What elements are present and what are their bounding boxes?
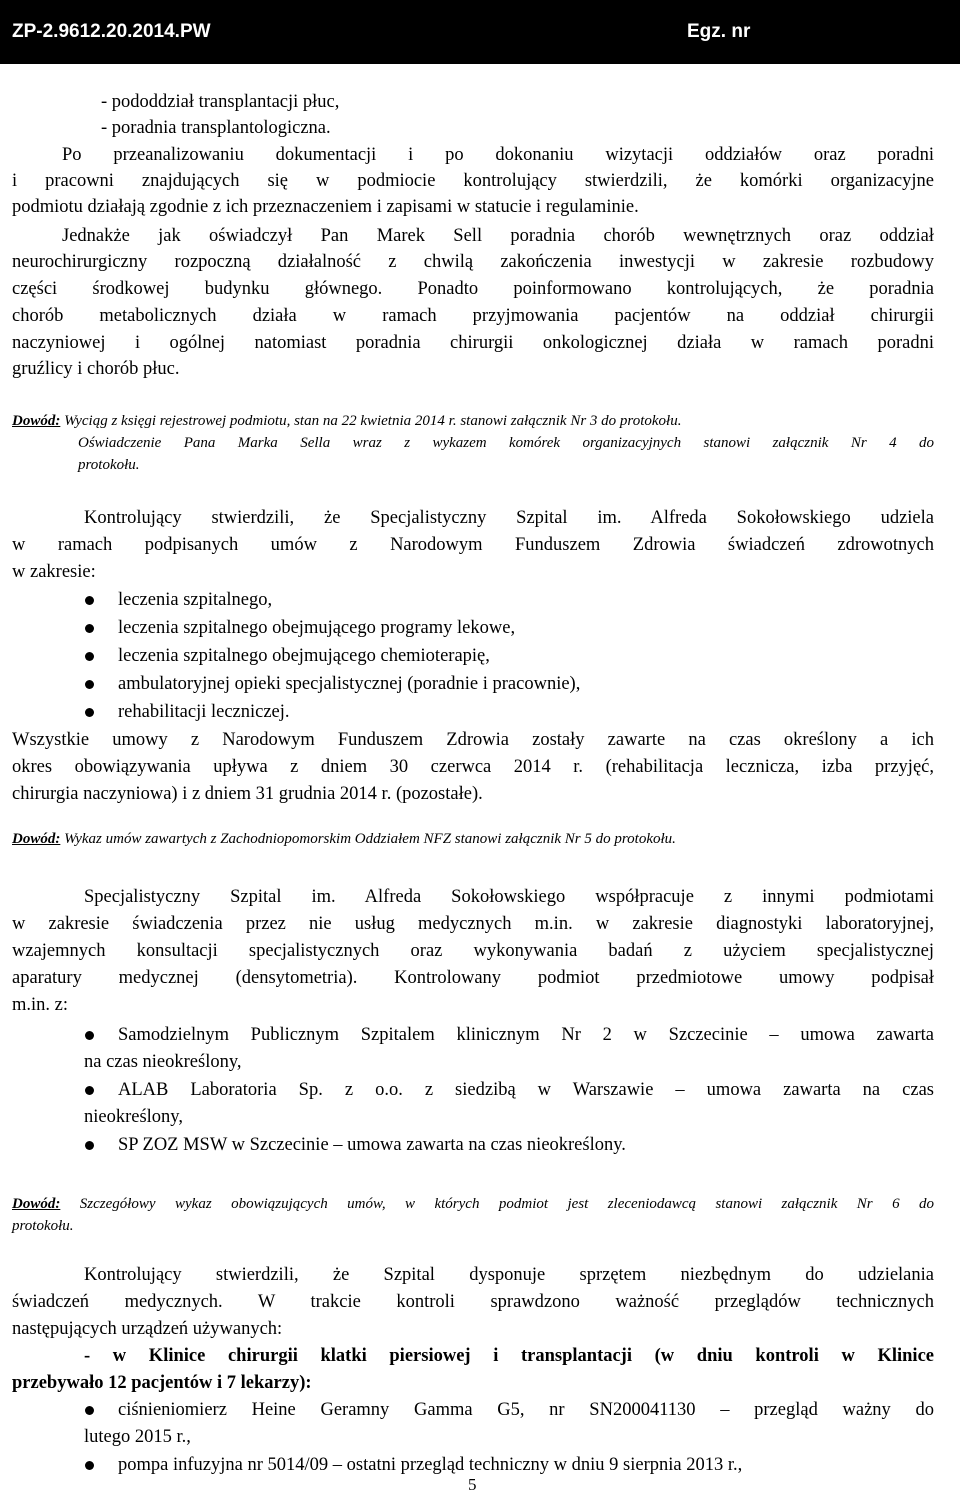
evidence-text: Wykaz umów zawartych z Zachodniopomorskim Oddziałem NFZ stanowi załącznik Nr 5 do protokołu. <box>64 831 676 847</box>
paragraph-line: w ramach podpisanych umów z Narodowym Funduszem Zdrowia świadczeń zdrowotnych <box>12 535 934 555</box>
bullet-icon <box>85 1141 94 1150</box>
evidence-note <box>12 828 676 850</box>
copy-number-label: Egz. nr <box>687 21 751 42</box>
evidence-text: protokołu. <box>12 1218 74 1234</box>
paragraph-line: w zakresie świadczenia przez nie usług medycznych m.in. w zakresie diagnostyki laboratoryjnej, <box>12 914 934 934</box>
paragraph-line: Jednakże jak oświadczył Pan Marek Sell poradnia chorób wewnętrznych oraz oddział <box>62 226 934 246</box>
paragraph-line: Kontrolujący stwierdzili, że Szpital dysponuje sprzętem niezbędnym do udzielania <box>84 1265 934 1285</box>
list-item: leczenia szpitalnego, <box>118 590 273 610</box>
paragraph-line: okres obowiązywania upływa z dniem 30 czerwca 2014 r. (rehabilitacja lecznicza, izba przyjęć, <box>12 757 934 777</box>
paragraph-line: podmiotu działają zgodnie z ich przeznaczeniem i zapisami w statucie i regulaminie. <box>12 197 639 217</box>
evidence-text: protokołu. <box>78 457 140 473</box>
paragraph-line: m.in. z: <box>12 995 69 1015</box>
list-item-continuation: nieokreślony, <box>84 1107 183 1127</box>
list-item: rehabilitacji leczniczej. <box>118 702 290 722</box>
paragraph-line: i pracowni znajdujących się w podmiocie kontrolujący stwierdzili, że komórki organizacyjne <box>12 171 934 191</box>
bold-heading-line: przebywało 12 pacjentów i 7 lekarzy): <box>12 1373 312 1393</box>
paragraph-line: Po przeanalizowaniu dokumentacji i po dokonaniu wizytacji oddziałów oraz poradni <box>62 145 934 165</box>
bullet-icon <box>85 708 94 717</box>
paragraph-line: gruźlicy i chorób płuc. <box>12 359 180 379</box>
list-item: ciśnieniomierz Heine Geramny Gamma G5, nr SN200041130 – przegląd ważny do <box>118 1400 934 1420</box>
intro-list-item: - poradnia transplantologiczna. <box>101 118 331 138</box>
paragraph-line: wzajemnych konsultacji specjalistycznych oraz wykonywania badań z użyciem specjalistycznej <box>12 941 934 961</box>
evidence-label: Dowód: <box>12 413 61 429</box>
list-item: leczenia szpitalnego obejmującego programy lekowe, <box>118 618 516 638</box>
bullet-icon <box>85 680 94 689</box>
evidence-note <box>12 410 681 432</box>
document-id: ZP-2.9612.20.2014.PW <box>12 21 211 42</box>
paragraph-line: świadczeń medycznych. W trakcie kontroli sprawdzono ważność przeglądów technicznych <box>12 1292 934 1312</box>
list-item-continuation: lutego 2015 r., <box>84 1427 191 1447</box>
evidence-label: Dowód: <box>12 1196 61 1212</box>
paragraph-line: części środkowej budynku głównego. Ponadto poinformowano kontrolujących, że poradnia <box>12 279 934 299</box>
page-number: 5 <box>468 1475 477 1494</box>
bullet-icon <box>85 1461 94 1470</box>
bullet-icon <box>85 1406 94 1415</box>
evidence-text: Szczegółowy wykaz obowiązujących umów, w których podmiot jest zleceniodawcą stanowi załącznik Nr 6 do <box>79 1196 934 1212</box>
intro-list-item: - pododdział transplantacji płuc, <box>101 92 340 112</box>
paragraph-line: chirurgia naczyniowa) i z dniem 31 grudnia 2014 r. (pozostałe). <box>12 784 483 804</box>
list-item: leczenia szpitalnego obejmującego chemioterapię, <box>118 646 490 666</box>
bold-heading-line: - w Klinice chirurgii klatki piersiowej i transplantacji (w dniu kontroli w Klinice <box>84 1346 934 1366</box>
bullet-icon <box>85 1086 94 1095</box>
paragraph-line: Kontrolujący stwierdzili, że Specjalistyczny Szpital im. Alfreda Sokołowskiego udziela <box>84 508 934 528</box>
list-item: Samodzielnym Publicznym Szpitalem klinicznym Nr 2 w Szczecinie – umowa zawarta <box>118 1025 934 1045</box>
list-item: pompa infuzyjna nr 5014/09 – ostatni przegląd techniczny w dniu 9 sierpnia 2013 r., <box>118 1455 743 1475</box>
bullet-icon <box>85 652 94 661</box>
paragraph-line: następujących urządzeń używanych: <box>12 1319 283 1339</box>
paragraph-line: chorób metabolicznych działa w ramach przyjmowania pacjentów na oddział chirurgii <box>12 306 934 326</box>
paragraph-line: w zakresie: <box>12 562 96 582</box>
list-item: ambulatoryjnej opieki specjalistycznej (poradnie i pracownie), <box>118 674 581 694</box>
evidence-label: Dowód: <box>12 831 61 847</box>
page-header <box>0 0 960 64</box>
evidence-note <box>12 1193 934 1215</box>
list-item: ALAB Laboratoria Sp. z o.o. z siedzibą w Warszawie – umowa zawarta na czas <box>118 1080 934 1100</box>
evidence-text: Oświadczenie Pana Marka Sella wraz z wykazem komórek organizacyjnych stanowi załącznik Nr 4 do <box>78 435 934 451</box>
list-item: SP ZOZ MSW w Szczecinie – umowa zawarta na czas nieokreślony. <box>118 1135 626 1155</box>
bullet-icon <box>85 1031 94 1040</box>
evidence-text: Wyciąg z księgi rejestrowej podmiotu, stan na 22 kwietnia 2014 r. stanowi załącznik Nr 3 do protokołu. <box>64 413 682 429</box>
paragraph-line: Wszystkie umowy z Narodowym Funduszem Zdrowia zostały zawarte na czas określony a ich <box>12 730 934 750</box>
bullet-icon <box>85 624 94 633</box>
paragraph-line: naczyniowej i ogólnej natomiast poradnia chirurgii onkologicznej działa w ramach poradni <box>12 333 934 353</box>
paragraph-line: Specjalistyczny Szpital im. Alfreda Sokołowskiego współpracuje z innymi podmiotami <box>84 887 934 907</box>
bullet-icon <box>85 596 94 605</box>
paragraph-line: neurochirurgiczny rozpoczną działalność z chwilą zakończenia inwestycji w zakresie rozbudowy <box>12 252 934 272</box>
list-item-continuation: na czas nieokreślony, <box>84 1052 242 1072</box>
paragraph-line: aparatury medycznej (densytometria). Kontrolowany podmiot przedmiotowe umowy podpisał <box>12 968 934 988</box>
